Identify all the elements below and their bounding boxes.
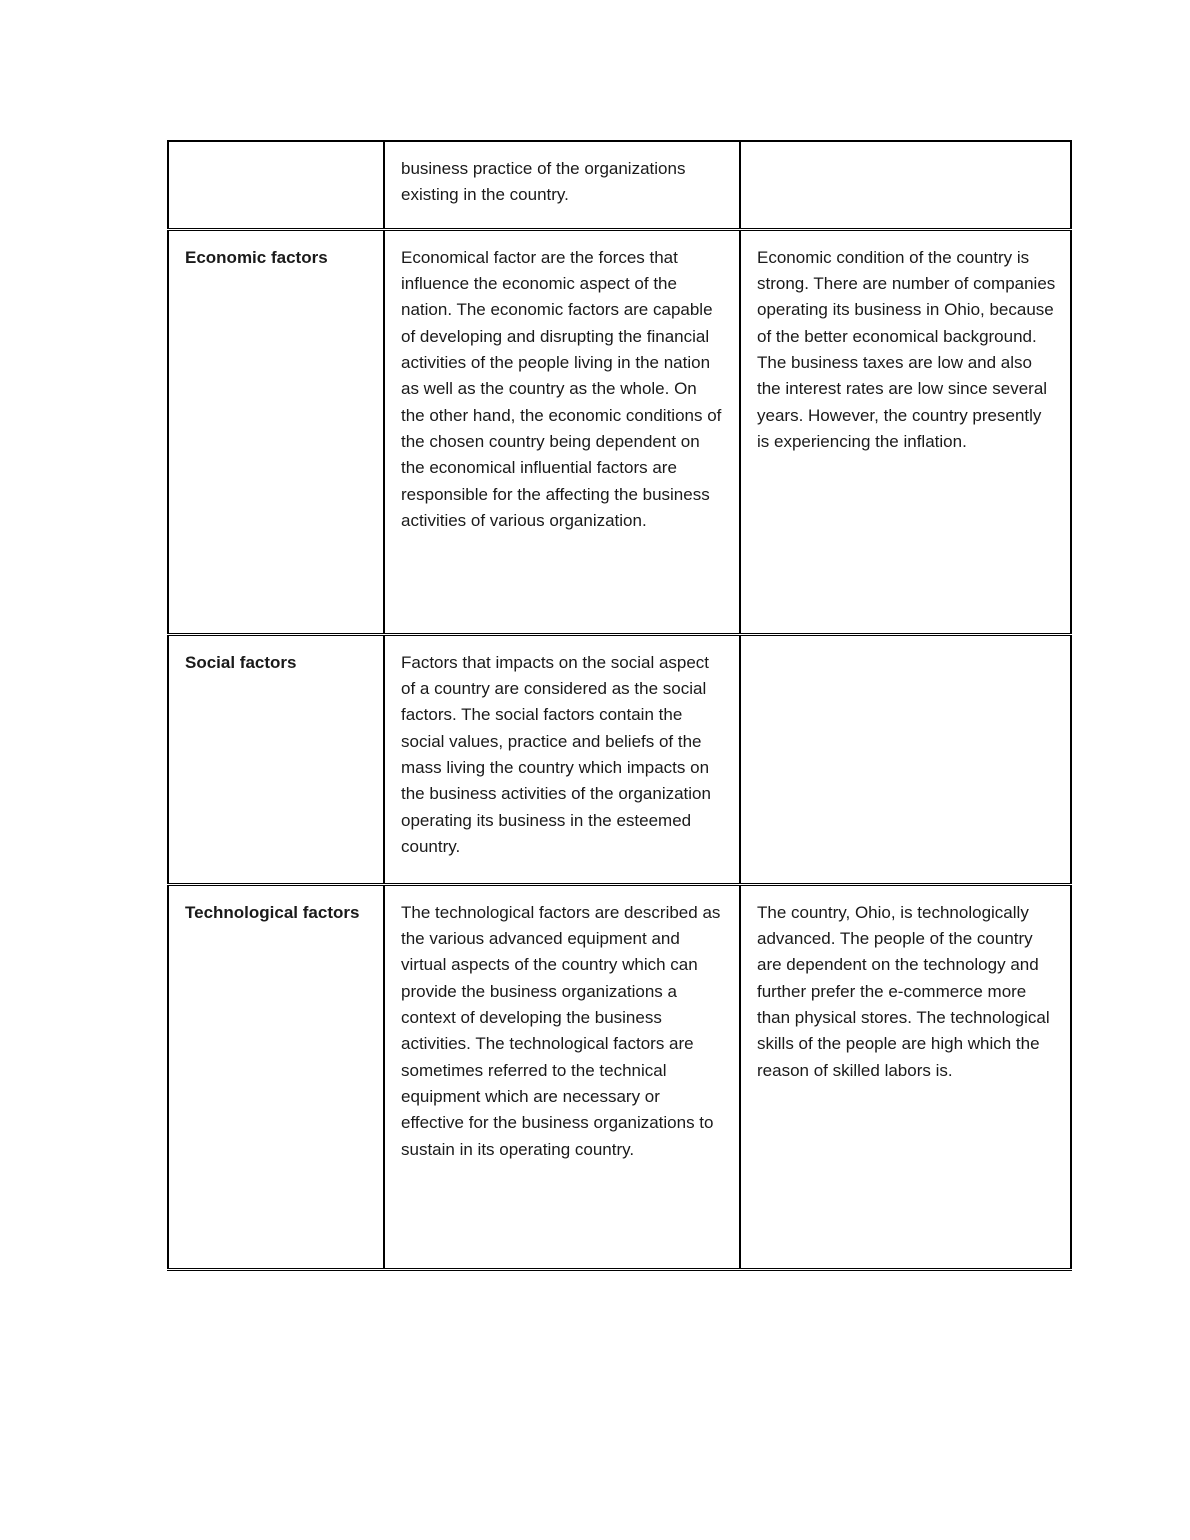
application-cell: Economic condition of the country is strong. There are number of companies operating its business in Ohio, because of the better economical background. The business taxes are low and also the interest rates are low since several years. However, the country presently is experiencing the inflation. xyxy=(740,229,1071,634)
application-cell xyxy=(740,634,1071,884)
table-row-social-factors xyxy=(168,634,1071,884)
application-cell: The country, Ohio, is technologically advanced. The people of the country are dependent on the technology and further prefer the e-commerce more than physical stores. The technological skills of the people are high which the reason of skilled labors is. xyxy=(740,884,1071,1269)
table-row-continuation xyxy=(168,141,1071,229)
table-row-economic-factors xyxy=(168,229,1071,634)
factor-cell: Economic factors xyxy=(168,229,384,634)
description-cell: Factors that impacts on the social aspect of a country are considered as the social factors. The social factors contain the social values, practice and beliefs of the mass living the country which impacts on the business activities of the organization operating its business in the esteemed country. xyxy=(384,634,740,884)
factor-cell: Social factors xyxy=(168,634,384,884)
table-row-technological-factors xyxy=(168,884,1071,1269)
description-cell: The technological factors are described as the various advanced equipment and virtual aspects of the country which can provide the business organizations a context of developing the business activities. The technological factors are sometimes referred to the technical equipment which are necessary or effective for the business organizations to sustain in its operating country. xyxy=(384,884,740,1269)
description-cell: business practice of the organizations existing in the country. xyxy=(384,141,740,229)
factor-cell xyxy=(168,141,384,229)
description-cell: Economical factor are the forces that influence the economic aspect of the nation. The economic factors are capable of developing and disrupting the financial activities of the people living in the nation as well as the country as the whole. On the other hand, the economic conditions of the chosen country being dependent on the economical influential factors are responsible for the affecting the business activities of various organization. xyxy=(384,229,740,634)
application-cell xyxy=(740,141,1071,229)
pestle-factors-table xyxy=(167,140,1072,1271)
factor-cell: Technological factors xyxy=(168,884,384,1269)
